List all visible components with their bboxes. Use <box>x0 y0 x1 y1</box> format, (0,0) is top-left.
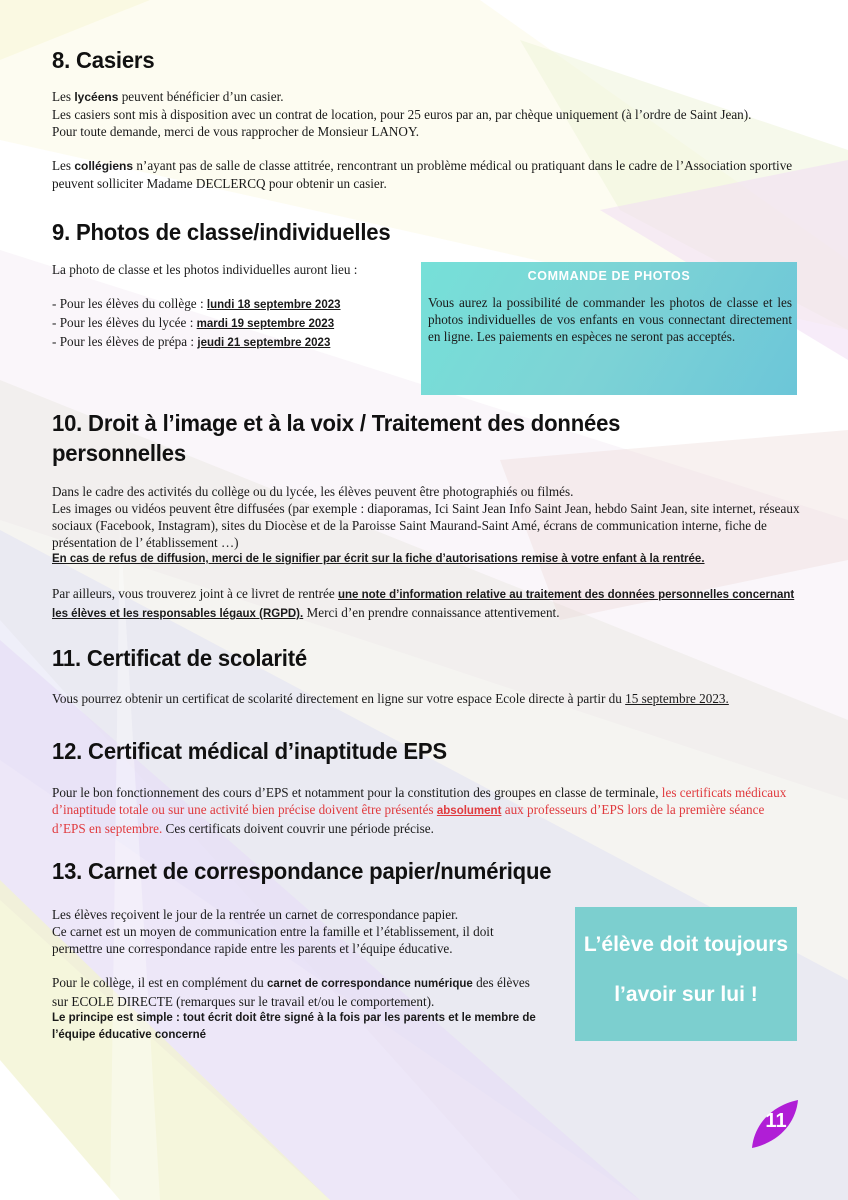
photo-date-prepa <box>52 333 412 352</box>
date: jeudi 21 septembre 2023 <box>197 337 331 349</box>
photo-order-box <box>421 262 797 395</box>
section-10-body <box>52 483 800 623</box>
section-11-body <box>52 690 800 707</box>
text: Les images ou vidéos peuvent être diffusées (par exemple : diaporamas, Ici Saint Jean Info Saint Jean, hebdo Saint Jean, site internet, réseaux sociaux (Facebook, Instagram), sites du Diocèse et de la Paroisse Saint Maurand-Saint Amé, écrans de communication interne, fiche de présentation de l’ établissement …) <box>52 501 800 550</box>
page-number: 11 <box>765 1110 787 1132</box>
text: Les <box>52 158 75 173</box>
section-10-title-line-2: personnelles <box>52 440 186 466</box>
section-8-title: 8. Casiers <box>52 47 155 73</box>
section-12-body <box>52 784 800 837</box>
section-11-title: 11. Certificat de scolarité <box>52 645 307 671</box>
text: n’ayant pas de salle de classe attitrée, rencontrant un problème médical ou pratiquant dans le cadre de l’Association sportive peuvent solliciter Madame DECLERCQ pour obtenir un casier. <box>52 158 793 191</box>
rgpd-note: une note d’information relative au traitement des données personnelles concernant les élèves et les responsables légaux (RGPD). <box>52 589 795 620</box>
text: Les élèves reçoivent le jour de la rentrée un carnet de correspondance papier. <box>52 907 459 922</box>
red-text: les certificats médicaux d’inaptitude totale ou sur une activité bien précise doivent être présentés <box>52 785 787 817</box>
section-9-title: 9. Photos de classe/individuelles <box>52 219 391 245</box>
text: des élèves sur ECOLE DIRECTE (remarques sur le travail et/ou le comportement). <box>52 975 530 1009</box>
section-13-title: 13. Carnet de correspondance papier/numérique <box>52 858 552 884</box>
photo-date-lycee <box>52 314 412 333</box>
highlight-lyceens: lycéens <box>74 90 119 104</box>
refusal-notice: En cas de refus de diffusion, merci de le signifier par écrit sur la fiche d’autorisations remise à votre enfant à la rentrée. <box>52 553 705 565</box>
date: lundi 18 septembre 2023 <box>206 299 341 311</box>
text: Les <box>52 89 75 104</box>
text: Pour le bon fonctionnement des cours d’EPS et notamment pour la constitution des groupes en classe de terminale, <box>52 785 662 800</box>
photo-order-text: Vous aurez la possibilité de commander les photos de classe et les photos individuelles de vos enfants en vous connectant directement en ligne. Les paiements en espèces ne seront pas acceptés. <box>428 295 792 344</box>
photo-date-college <box>52 295 412 314</box>
section-13-body <box>52 906 542 1044</box>
date: 15 septembre 2023. <box>625 691 729 706</box>
text: Pour le collège, il est en complément du <box>52 975 267 990</box>
photo-order-title: COMMANDE DE PHOTOS <box>527 269 691 283</box>
text: - Pour les élèves de prépa : <box>52 334 198 349</box>
text: - Pour les élèves du collège : <box>52 296 207 311</box>
signature-rule: Le principe est simple : tout écrit doit être signé à la fois par les parents et le membre de l’équipe éducative concerné <box>52 1012 536 1041</box>
section-9-body <box>52 261 412 352</box>
date: mardi 19 septembre 2023 <box>196 318 335 330</box>
text: Merci d’en prendre connaissance attentivement. <box>303 605 560 620</box>
text: Ces certificats doivent couvrir une période précise. <box>162 821 434 836</box>
text: La photo de classe et les photos individuelles auront lieu : <box>52 262 358 277</box>
text: Ce carnet est un moyen de communication entre la famille et l’établissement, il doit permettre une correspondance rapide entre les parents et l’équipe éducative. <box>52 924 494 956</box>
red-emphasis: absolument <box>436 805 502 817</box>
section-8-body <box>52 88 800 192</box>
text: Pour toute demande, merci de vous rapprocher de Monsieur LANOY. <box>52 124 420 139</box>
digital-notebook: carnet de correspondance numérique <box>266 978 473 990</box>
callout-box <box>575 907 797 1041</box>
text: - Pour les élèves du lycée : <box>52 315 197 330</box>
section-10-title-line-1: 10. Droit à l’image et à la voix / Traitement des données <box>52 410 621 436</box>
callout-line-2: l’avoir sur lui ! <box>614 983 758 1006</box>
text: Par ailleurs, vous trouverez joint à ce livret de rentrée <box>52 586 338 601</box>
text: Dans le cadre des activités du collège ou du lycée, les élèves peuvent être photographiés ou filmés. <box>52 484 574 499</box>
red-text: aux professeurs d’EPS lors de la première séance d’EPS en septembre. <box>52 802 765 836</box>
highlight-collegiens: collégiens <box>74 159 134 173</box>
text: peuvent bénéficier d’un casier. <box>118 89 284 104</box>
section-12-title: 12. Certificat médical d’inaptitude EPS <box>52 738 447 764</box>
callout-line-1: L’élève doit toujours <box>583 933 789 956</box>
text: Vous pourrez obtenir un certificat de scolarité directement en ligne sur votre espace Ecole directe à partir du <box>52 691 626 706</box>
text: Les casiers sont mis à disposition avec un contrat de location, pour 25 euros par an, par chèque uniquement (à l’ordre de Saint Jean). <box>52 107 752 122</box>
